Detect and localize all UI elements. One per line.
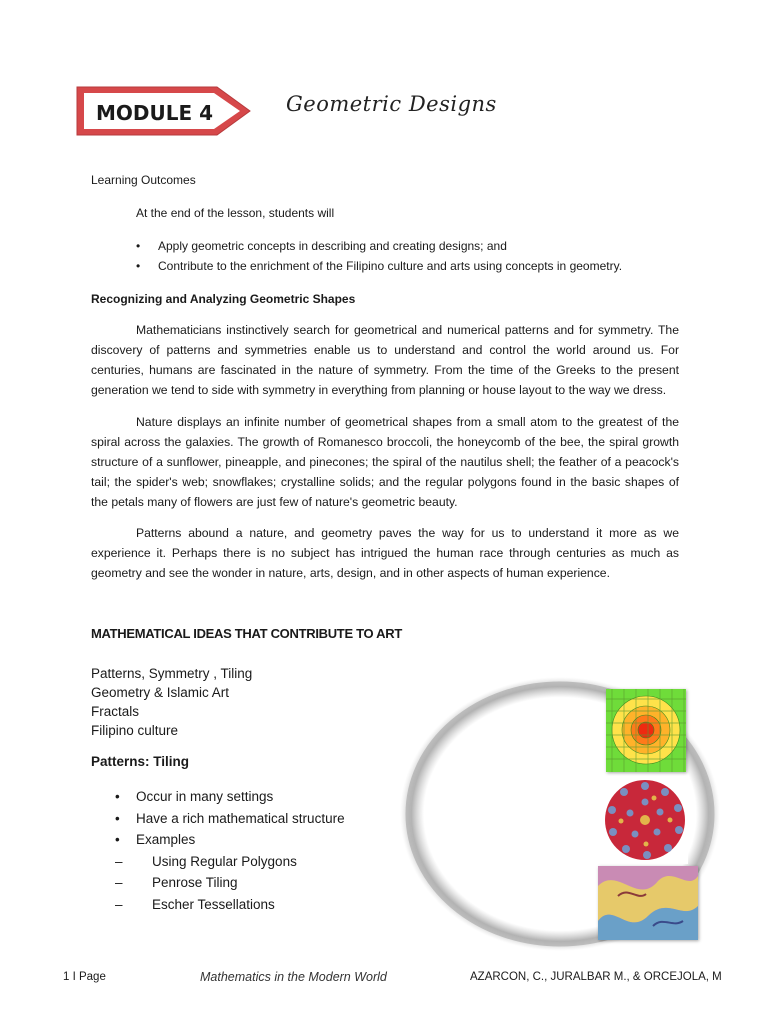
idea-item: Filipino culture [91,723,179,738]
module-banner [74,84,254,138]
module-title: Geometric Designs [286,92,497,116]
tiling-item: • Have a rich mathematical structure [115,810,345,826]
section-heading: Recognizing and Analyzing Geometric Shapes [91,292,356,306]
paragraph-nature: Nature displays an infinite number of geometrical shapes from a small atom to the greatest of the spiral across the galaxies. The growth of Romanesco broccoli, the honeycomb of the bee, the spiral growth structure of a sunflower, pineapple, and pinecones; the spiral of the nautilus shell; the feather of a peacock's tail; the spider's web; snowflakes; crystalline solids; and the regular polygons found in the basic shapes of the petals many of flowers are just few of nature's geometric beauty. [91,415,679,509]
footer-page-number: 1 I Page [63,971,106,983]
learning-outcomes-list [158,236,622,276]
module-label: MODULE 4 [96,101,214,125]
paragraph-patterns: Patterns abound a nature, and geometry paves the way for us to understand it more as we experience it. Perhaps there is no subject has intrigued the human race through centuries as much as geometry and see the wonder in nature, arts, design, and in other aspects of human experience. [91,526,679,580]
tiling-item: • Occur in many settings [115,789,274,804]
learning-outcomes-intro: At the end of the lesson, students will [136,206,335,220]
footer-authors: AZARCON, C., JURALBAR M., & ORCEJOLA, M [470,971,722,983]
idea-item: Patterns, Symmetry , Tiling [91,666,253,681]
idea-item: Geometry & Islamic Art [91,685,230,700]
tiling-heading: Patterns: Tiling [91,754,190,769]
hexagon-tiling-image [606,689,686,772]
tiling-list [115,786,345,915]
learning-outcomes-heading: Learning Outcomes [91,173,196,187]
math-art-heading: MATHEMATICAL IDEAS THAT CONTRIBUTE TO ART [91,626,402,641]
penrose-tiling-image [602,776,688,864]
tiling-subitem: – Using Regular Polygons [115,853,297,869]
footer-course-title: Mathematics in the Modern World [200,970,387,984]
paragraph-symmetry: Mathematicians instinctively search for geometrical and numerical patterns and for symmetry. The discovery of patterns and symmetries enable us to understand and control the world around us. For centuries, humans are fascinated in the nature of symmetry. From the time of the Greeks to the present generation we tend to side with symmetry in everything from planning or house layout to the way we dress. [91,323,679,397]
tiling-item: • Examples [115,832,196,847]
outcome-item: • Apply geometric concepts in describing and creating designs; and [158,236,622,256]
outcome-item: • Contribute to the enrichment of the Filipino culture and arts using concepts in geometry. [158,256,622,276]
tiling-subitem: – Escher Tessellations [115,896,275,912]
tiling-subitem: – Penrose Tiling [115,875,238,890]
escher-tessellation-image [598,866,698,940]
ideas-list [91,664,252,740]
idea-item: Fractals [91,704,140,719]
